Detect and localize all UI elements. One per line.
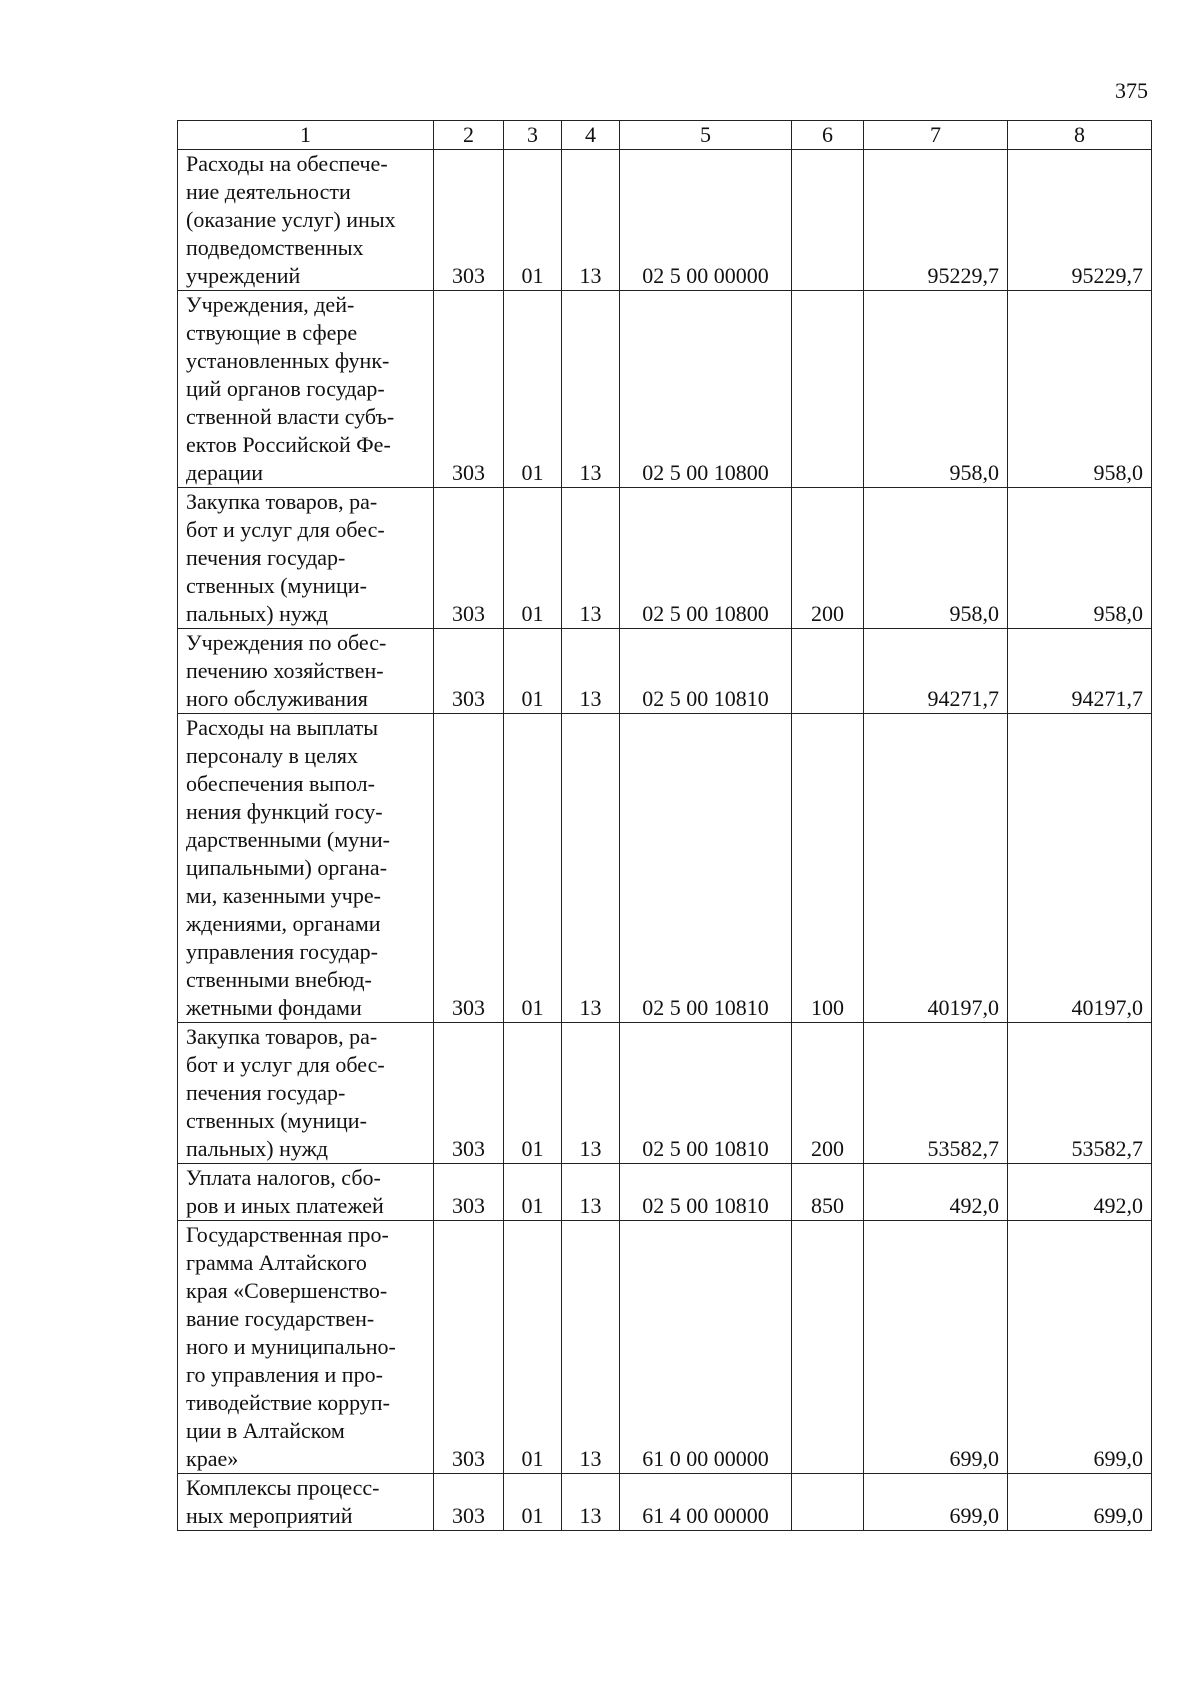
expense-type-cell: 200	[792, 488, 864, 629]
amount-cell-8: 95229,7	[1008, 150, 1152, 291]
row-description	[178, 1023, 434, 1164]
amount-cell-8: 53582,7	[1008, 1023, 1152, 1164]
amount-cell-7: 53582,7	[864, 1023, 1008, 1164]
table-body	[178, 150, 1152, 1531]
table-row	[178, 629, 1152, 714]
description-line: ципальными) органа-	[186, 855, 388, 880]
header-cell-4: 4	[562, 121, 620, 150]
row-description	[178, 488, 434, 629]
table-row	[178, 1474, 1152, 1531]
expense-type-cell: 100	[792, 714, 864, 1023]
subsection-cell: 13	[562, 1221, 620, 1474]
description-line: Закупка товаров, ра-	[186, 489, 378, 514]
section-cell: 01	[504, 150, 562, 291]
amount-cell-7: 492,0	[864, 1164, 1008, 1221]
description-line: ждениями, органами	[186, 911, 381, 936]
header-cell-3: 3	[504, 121, 562, 150]
ministry-code-cell: 303	[434, 1221, 504, 1474]
expense-type-cell	[792, 291, 864, 488]
description-line: ров и иных платежей	[186, 1193, 384, 1218]
row-description	[178, 714, 434, 1023]
description-line: печению хозяйствен-	[186, 658, 384, 683]
amount-cell-8: 958,0	[1008, 291, 1152, 488]
header-cell-2: 2	[434, 121, 504, 150]
target-article-cell: 02 5 00 10810	[620, 1023, 792, 1164]
description-line: ственных (муници-	[186, 1108, 367, 1133]
expense-type-cell	[792, 1474, 864, 1531]
section-cell: 01	[504, 1164, 562, 1221]
description-line: ние деятельности	[186, 179, 351, 204]
page-number: 375	[1115, 78, 1148, 103]
ministry-code-cell: 303	[434, 291, 504, 488]
subsection-cell: 13	[562, 488, 620, 629]
description-line: Государственная про-	[186, 1222, 389, 1247]
description-line: ствующие в сфере	[186, 320, 358, 345]
table-row	[178, 291, 1152, 488]
amount-cell-8: 40197,0	[1008, 714, 1152, 1023]
description-line: тиводействие корруп-	[186, 1390, 390, 1415]
description-line: (оказание услуг) иных	[186, 207, 396, 232]
section-cell: 01	[504, 714, 562, 1023]
header-cell-5: 5	[620, 121, 792, 150]
description-line: Учреждения по обес-	[186, 630, 387, 655]
description-line: ного обслуживания	[186, 686, 368, 711]
table-row	[178, 714, 1152, 1023]
amount-cell-8: 94271,7	[1008, 629, 1152, 714]
description-line: жетными фондами	[186, 995, 362, 1020]
section-cell: 01	[504, 1023, 562, 1164]
section-cell: 01	[504, 629, 562, 714]
row-description	[178, 291, 434, 488]
description-line: бот и услуг для обес-	[186, 517, 385, 542]
row-description	[178, 1221, 434, 1474]
amount-cell-8: 958,0	[1008, 488, 1152, 629]
amount-cell-7: 40197,0	[864, 714, 1008, 1023]
description-line: персоналу в целях	[186, 743, 359, 768]
description-line: дарственными (муни-	[186, 827, 391, 852]
subsection-cell: 13	[562, 1474, 620, 1531]
target-article-cell: 02 5 00 10810	[620, 1164, 792, 1221]
expense-type-cell	[792, 629, 864, 714]
budget-table	[177, 120, 1152, 1531]
description-line: ственной власти субъ-	[186, 404, 395, 429]
row-description	[178, 629, 434, 714]
amount-cell-8: 699,0	[1008, 1221, 1152, 1474]
subsection-cell: 13	[562, 1023, 620, 1164]
header-cell-7: 7	[864, 121, 1008, 150]
section-cell: 01	[504, 1474, 562, 1531]
ministry-code-cell: 303	[434, 1164, 504, 1221]
description-line: управления государ-	[186, 939, 378, 964]
table-row	[178, 1164, 1152, 1221]
row-description	[178, 1164, 434, 1221]
description-line: Комплексы процесс-	[186, 1475, 380, 1500]
subsection-cell: 13	[562, 1164, 620, 1221]
description-line: пальных) нужд	[186, 601, 329, 626]
amount-cell-7: 699,0	[864, 1474, 1008, 1531]
ministry-code-cell: 303	[434, 1023, 504, 1164]
description-line: ций органов государ-	[186, 376, 385, 401]
description-line: установленных функ-	[186, 348, 390, 373]
table-row	[178, 150, 1152, 291]
target-article-cell: 02 5 00 10810	[620, 629, 792, 714]
description-line: печения государ-	[186, 545, 346, 570]
expense-type-cell	[792, 150, 864, 291]
amount-cell-7: 958,0	[864, 291, 1008, 488]
expense-type-cell: 200	[792, 1023, 864, 1164]
description-line: ного и муниципально-	[186, 1334, 396, 1359]
description-line: нения функций госу-	[186, 799, 383, 824]
description-line: Расходы на обеспече-	[186, 151, 388, 176]
header-cell-8: 8	[1008, 121, 1152, 150]
ministry-code-cell: 303	[434, 629, 504, 714]
description-line: вание государствен-	[186, 1306, 375, 1331]
table-row	[178, 488, 1152, 629]
table-row	[178, 1221, 1152, 1474]
ministry-code-cell: 303	[434, 714, 504, 1023]
description-line: Закупка товаров, ра-	[186, 1024, 378, 1049]
subsection-cell: 13	[562, 629, 620, 714]
section-cell: 01	[504, 488, 562, 629]
description-line: печения государ-	[186, 1080, 346, 1105]
header-cell-1: 1	[178, 121, 434, 150]
table-row	[178, 1023, 1152, 1164]
description-line: подведомственных	[186, 235, 364, 260]
description-line: обеспечения выпол-	[186, 771, 375, 796]
description-line: ектов Российской Фе-	[186, 432, 391, 457]
target-article-cell: 61 0 00 00000	[620, 1221, 792, 1474]
table-header	[178, 121, 1152, 150]
target-article-cell: 02 5 00 10810	[620, 714, 792, 1023]
expense-type-cell: 850	[792, 1164, 864, 1221]
row-description	[178, 1474, 434, 1531]
description-line: Уплата налогов, сбо-	[186, 1165, 381, 1190]
description-line: учреждений	[186, 263, 301, 288]
target-article-cell: 02 5 00 00000	[620, 150, 792, 291]
section-cell: 01	[504, 1221, 562, 1474]
description-line: Учреждения, дей-	[186, 292, 355, 317]
ministry-code-cell: 303	[434, 150, 504, 291]
amount-cell-7: 958,0	[864, 488, 1008, 629]
header-cell-6: 6	[792, 121, 864, 150]
description-line: го управления и про-	[186, 1362, 383, 1387]
ministry-code-cell: 303	[434, 1474, 504, 1531]
subsection-cell: 13	[562, 291, 620, 488]
ministry-code-cell: 303	[434, 488, 504, 629]
description-line: ных мероприятий	[186, 1503, 353, 1528]
description-line: крае»	[186, 1446, 239, 1471]
description-line: ми, казенными учре-	[186, 883, 381, 908]
description-line: дерации	[186, 460, 264, 485]
description-line: края «Совершенство-	[186, 1278, 388, 1303]
description-line: ственными внебюд-	[186, 967, 372, 992]
target-article-cell: 02 5 00 10800	[620, 488, 792, 629]
amount-cell-8: 492,0	[1008, 1164, 1152, 1221]
description-line: ственных (муници-	[186, 573, 367, 598]
description-line: бот и услуг для обес-	[186, 1052, 385, 1077]
description-line: Расходы на выплаты	[186, 715, 379, 740]
subsection-cell: 13	[562, 714, 620, 1023]
description-line: ции в Алтайском	[186, 1418, 345, 1443]
target-article-cell: 61 4 00 00000	[620, 1474, 792, 1531]
amount-cell-7: 94271,7	[864, 629, 1008, 714]
row-description	[178, 150, 434, 291]
amount-cell-7: 699,0	[864, 1221, 1008, 1474]
description-line: пальных) нужд	[186, 1136, 329, 1161]
target-article-cell: 02 5 00 10800	[620, 291, 792, 488]
expense-type-cell	[792, 1221, 864, 1474]
subsection-cell: 13	[562, 150, 620, 291]
description-line: грамма Алтайского	[186, 1250, 367, 1275]
amount-cell-7: 95229,7	[864, 150, 1008, 291]
amount-cell-8: 699,0	[1008, 1474, 1152, 1531]
header-row	[178, 121, 1152, 150]
section-cell: 01	[504, 291, 562, 488]
